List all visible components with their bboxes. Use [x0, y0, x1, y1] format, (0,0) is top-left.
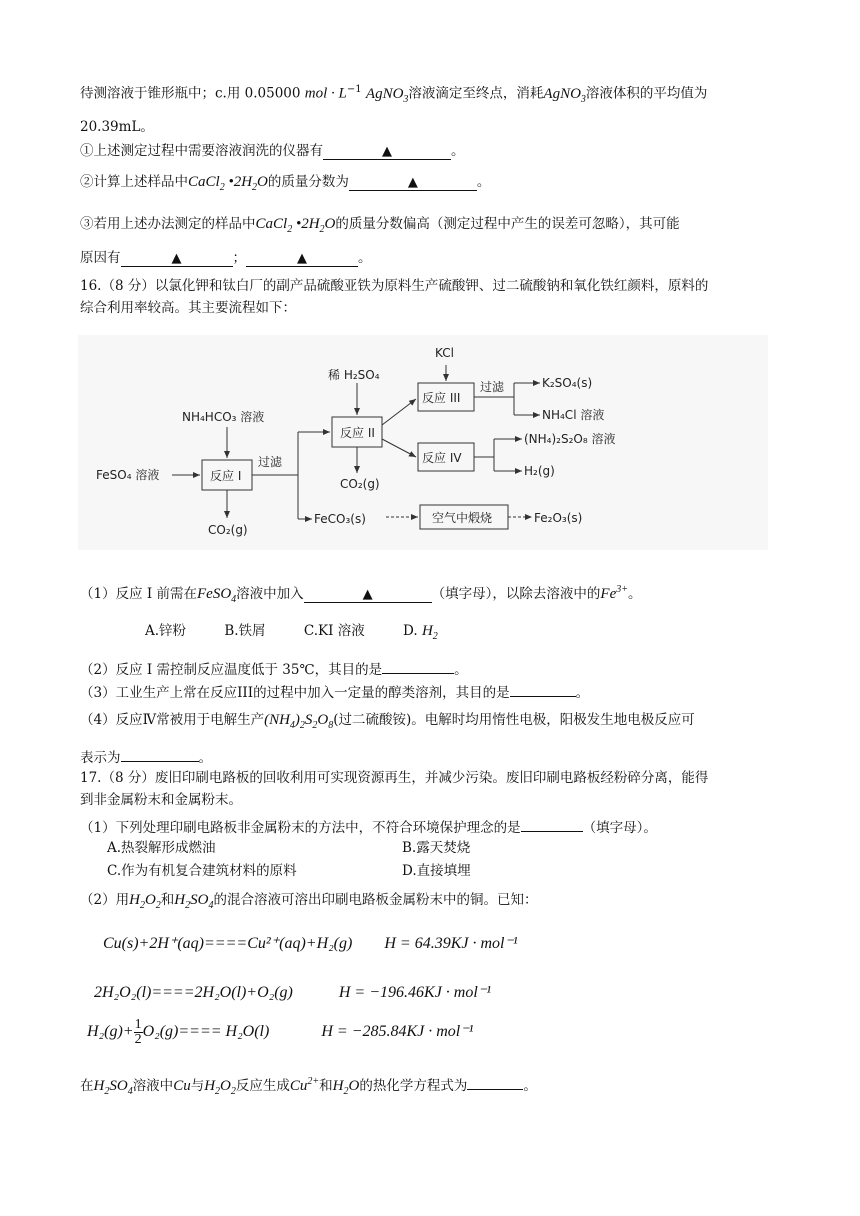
answer-blank[interactable]	[467, 1073, 523, 1090]
q16-intro-line2: 综合利用率较高。其主要流程如下：	[80, 300, 296, 316]
fe2o3-label: Fe₂O₃(s)	[534, 511, 583, 525]
dilute-h2so4-label: 稀 H₂SO₄	[328, 368, 380, 382]
answer-blank[interactable]: ▲	[323, 143, 451, 160]
nh4hco3-label: NH₄HCO₃ 溶液	[182, 410, 265, 424]
agno3-formula: AgNO$_3$	[365, 85, 409, 105]
answer-blank[interactable]	[121, 745, 199, 762]
q17-option-c[interactable]: C.作为有机复合建筑材料的原料	[107, 863, 297, 879]
reaction2-label: 反应 II	[340, 426, 375, 440]
reaction4-label: 反应 IV	[422, 451, 462, 465]
q17-final-question: 在$H_2SO_4$溶液中Cu与$H_2O_2$反应生成$Cu^{2+}$和$H_2O$的热化学方程式为 。	[80, 1072, 537, 1102]
q17-part2: （2）用$H_2O_2$和$H_2SO_4$的混合溶液可溶出印刷电路板金属粉末中的铜。已知：	[80, 892, 538, 911]
option-c[interactable]: C.KI 溶液	[303, 623, 365, 639]
answer-blank[interactable]: ▲	[349, 174, 477, 191]
equation-3: H₂(g)+ $\frac{1}{2}$ O₂(g)==== H₂O(l) H = −285.84KJ · mol⁻¹	[87, 1017, 474, 1047]
q17-option-d[interactable]: D.直接填埋	[402, 863, 471, 879]
q16-part1: （1）反应 I 前需在FeSO$_4$溶液中加入 ▲ （填字母），以除去溶液中的$Fe^{3+}$。	[80, 584, 642, 605]
equation-1: Cu(s)+2H⁺(aq)====Cu²⁺(aq)+H₂(g) H = 64.39KJ · mol⁻¹	[103, 935, 518, 952]
nh4cl-label: NH₄Cl 溶液	[542, 408, 605, 422]
nh4s2o8-label: (NH₄)₂S₂O₈ 溶液	[524, 432, 616, 446]
h2-label: H₂(g)	[524, 464, 555, 478]
reaction1-label: 反应 I	[210, 469, 242, 483]
q17-option-a[interactable]: A.热裂解形成燃油	[107, 840, 216, 856]
answer-blank[interactable]	[382, 657, 454, 674]
answer-blank[interactable]	[521, 815, 583, 832]
feso4-label: FeSO₄ 溶液	[96, 468, 160, 482]
option-a[interactable]: A.锌粉	[145, 623, 187, 639]
answer-blank[interactable]: ▲	[121, 250, 233, 267]
q17-intro-line2: 到非金属粉末和金属粉末。	[80, 792, 242, 808]
k2so4-label: K₂SO₄(s)	[542, 376, 593, 390]
cacl2-formula: CaCl$_2$ $•2H_2O$	[188, 174, 268, 193]
q15-continuation-line: 待测溶液于锥形瓶中；c.用 0.05000 mol · $L^{-1}$ AgNO$_3$溶液滴定至终点，消耗AgNO$_3$溶液体积的平均值为	[80, 84, 708, 105]
process-flow-diagram	[78, 335, 768, 550]
answer-blank[interactable]: ▲	[246, 250, 358, 267]
option-d[interactable]: D. $H_2$	[403, 623, 438, 642]
q15-part1: ①上述测定过程中需要溶液润洗的仪器有 ▲ 。	[80, 143, 465, 159]
answer-blank[interactable]: ▲	[304, 586, 432, 603]
equation-2: 2H₂O₂(l)====2H₂O(l)+O₂(g) H = −196.46KJ · mol⁻¹	[94, 984, 492, 1001]
q16-part4-line2: 表示为 。	[80, 745, 212, 768]
q15-part3-line2: 原因有 ▲ ； ▲ 。	[80, 250, 372, 266]
q16-part2: （2）反应 I 需控制反应温度低于 35℃，其目的是 。	[80, 657, 468, 680]
q17-part1: （1）下列处理印刷电路板非金属粉末的方法中，不符合环境保护理念的是 （填字母）。	[80, 815, 657, 838]
filter1-label: 过滤	[258, 455, 283, 469]
q16-options	[145, 621, 438, 647]
feco3-label: FeCO₃(s)	[314, 512, 366, 526]
q16-intro: 16.（8 分）以氯化钾和钛白厂的副产品硫酸亚铁为原料生产硫酸钾、过二硫酸钠和氧化铁红颜料，原料的	[80, 278, 709, 294]
q17-intro: 17.（8 分）废旧印刷电路板的回收利用可实现资源再生，并减少污染。废旧印刷电路板经粉碎分离，能得	[80, 770, 709, 786]
q15-part2: ②计算上述样品中CaCl$_2$ $•2H_2O$的质量分数为 ▲ 。	[80, 174, 491, 193]
filter2-label: 过滤	[480, 380, 505, 394]
q16-part3: （3）工业生产上常在反应III的过程中加入一定量的醇类溶剂，其目的是 。	[80, 680, 589, 703]
q15-continuation-line2: 20.39mL。	[80, 119, 154, 135]
kcl-label: KCl	[435, 346, 454, 360]
reaction3-label: 反应 III	[422, 391, 461, 405]
q16-part4: （4）反应Ⅳ常被用于电解生产$(NH_4)_2S_2O_8$(过二硫酸铵)。电解时均用惰性电极，阳极发生地电极反应可	[80, 712, 695, 731]
co2-top-label: CO₂(g)	[340, 477, 380, 491]
q15-part3: ③若用上述办法测定的样品中CaCl$_2$ $•2H_2O$的质量分数偏高（测定过程中产生的误差可忽略），其可能	[80, 216, 680, 235]
q17-option-b[interactable]: B.露天焚烧	[402, 840, 471, 856]
option-b[interactable]: B.铁屑	[224, 623, 266, 639]
co2-bottom-label: CO₂(g)	[208, 523, 248, 537]
answer-blank[interactable]	[510, 680, 576, 697]
calcine-label: 空气中煅烧	[432, 511, 493, 525]
